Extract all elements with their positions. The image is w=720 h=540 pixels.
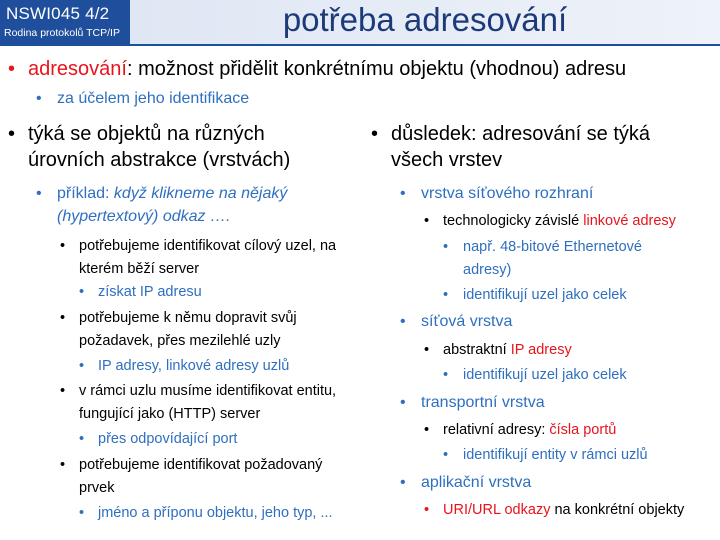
example-label: příklad: [57,185,114,202]
layer-network-interface: vrstva síťového rozhraní [421,185,594,202]
step4-detail: jméno a příponu objektu, jeho typ, ... [98,505,333,521]
layer-network-addr [443,339,572,362]
ethernet-example-line2: adresy) [463,262,512,278]
bullet-icon: • [60,310,66,326]
course-box [0,0,130,44]
page-title: potřeba adresování [282,1,568,38]
port-addr-term: čísla portů [549,422,617,438]
course-code: NSWI045 4/2 [6,4,110,23]
ethernet-example-line1: např. 48-bitové Ethernetové [463,239,642,255]
left-main-line2: úrovních abstrakce (vrstvách) [28,149,291,171]
layer-transport: transportní vrstva [421,394,545,411]
layer-application: aplikační vrstva [421,474,532,491]
step1-line1: potřebujeme identifikovat cílový uzel, na [79,238,337,254]
bullet-icon: • [400,474,406,491]
step3-line2: fungující jako (HTTP) server [79,406,261,422]
bullet-icon: • [60,383,66,399]
step2-line2: požadavek, přes mezilehlé uzly [79,333,281,349]
bullet-icon: • [36,90,42,107]
layer-network-interface-addr [443,210,676,233]
url-term: URI/URL odkazy [443,502,551,518]
bullet-icon: • [8,58,16,80]
example-text-line1: když klikneme na nějaký [113,185,288,202]
bullet-icon: • [400,185,406,202]
example-line1 [57,182,287,205]
bullet-icon: • [424,422,430,438]
ip-addr-term: IP adresy [510,342,572,358]
bullet-icon: • [79,284,85,300]
bullet-icon: • [79,505,85,521]
step1-detail: získat IP adresu [98,284,202,300]
link-addr-term: linkové adresy [583,213,676,229]
course-subtitle: Rodina protokolů TCP/IP [4,27,120,39]
left-main-line1: týká se objektů na různých [28,123,265,145]
bullet-icon: • [79,358,85,374]
step1-line2: kterém běží server [79,261,200,277]
bullet-icon: • [424,342,430,358]
bullet-icon: • [443,367,449,383]
header-divider [0,44,720,46]
bullet-icon: • [443,239,449,255]
link-addr-prefix: technologicky závislé [443,213,584,229]
bullet-icon: • [60,457,66,473]
ip-addr-prefix: abstraktní [443,342,511,358]
right-main-line1: důsledek: adresování se týká [391,123,651,145]
bullet-icon: • [8,123,16,145]
layer-transport-addr [443,419,616,442]
addressing-purpose: za účelem jeho identifikace [57,90,250,107]
bullet-icon: • [36,185,42,202]
addressing-term: adresování [28,58,127,80]
bullet-icon: • [400,394,406,411]
addressing-definition [28,57,626,82]
bullet-icon: • [79,431,85,447]
step3-line1: v rámci uzlu musíme identifikovat entitu, [79,383,337,399]
right-main-line2: všech vrstev [391,149,503,171]
step4-line2: prvek [79,480,115,496]
example-text-line2: (hypertextový) odkaz …. [57,208,231,225]
layer-application-addr [443,499,684,522]
bullet-icon: • [443,447,449,463]
url-suffix: na konkrétní objekty [550,502,685,518]
port-addr-prefix: relativní adresy: [443,422,550,438]
bullet-icon: • [371,123,379,145]
layer-network: síťová vrstva [421,313,513,330]
layer3-identifies: identifikují entity v rámci uzlů [463,447,648,463]
layer2-identifies: identifikují uzel jako celek [463,367,627,383]
bullet-icon: • [443,287,449,303]
bullet-icon: • [400,313,406,330]
addressing-definition-text: : možnost přidělit konkrétnímu objektu (vhodnou) adresu [126,58,627,80]
step2-detail: IP adresy, linkové adresy uzlů [98,358,290,374]
bullet-icon: • [60,238,66,254]
bullet-icon: • [424,502,430,518]
step4-line1: potřebujeme identifikovat požadovaný [79,457,323,473]
layer1-identifies: identifikují uzel jako celek [463,287,627,303]
step3-detail: přes odpovídající port [98,431,238,447]
step2-line1: potřebujeme k němu dopravit svůj [79,310,297,326]
bullet-icon: • [424,213,430,229]
